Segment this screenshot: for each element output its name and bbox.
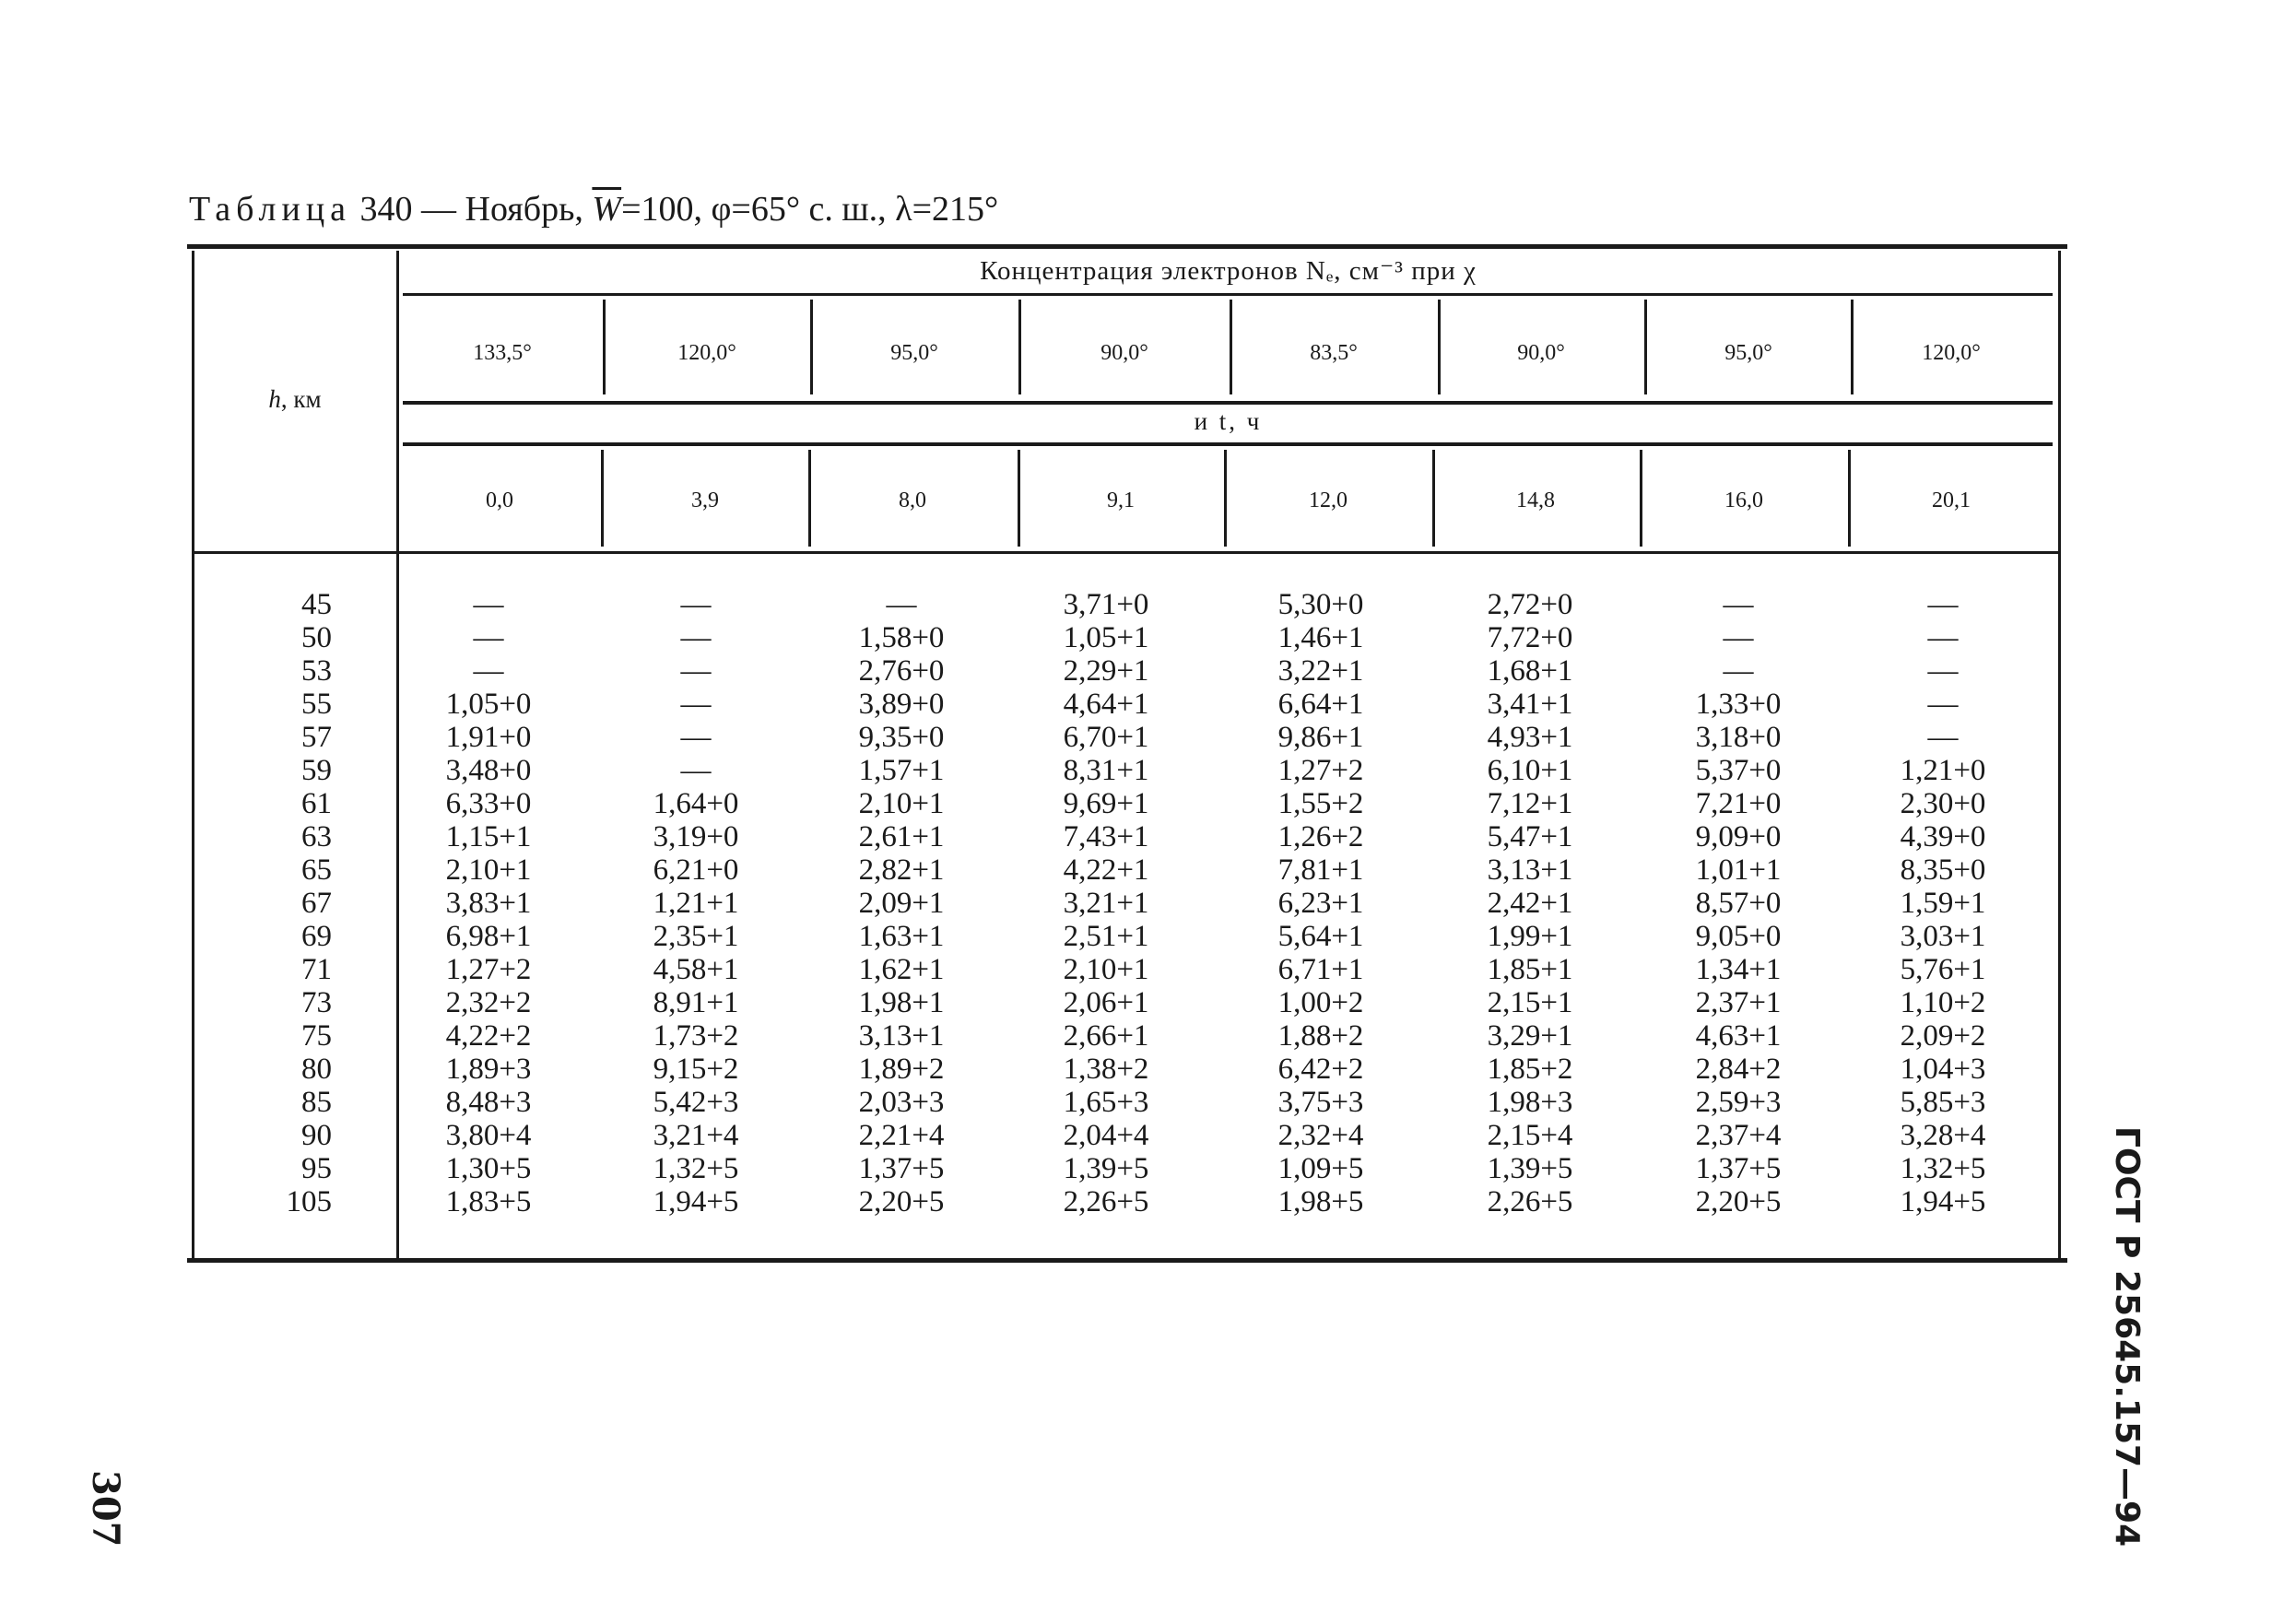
table-cell: 2,42+1: [1487, 887, 1573, 920]
table-cell: 2,09+1: [858, 887, 945, 920]
table-cell: 8,35+0: [1900, 853, 1986, 887]
table-cell: 1,58+0: [858, 621, 945, 654]
table-left-border: [192, 251, 194, 1258]
table-cell: —: [680, 754, 712, 787]
table-cell: 1,39+5: [1487, 1152, 1573, 1185]
table-cell: 1,98+1: [858, 986, 945, 1019]
height-value: 73: [301, 986, 332, 1019]
table-cell: 2,03+3: [858, 1086, 945, 1119]
table-cell: 3,80+4: [445, 1119, 532, 1152]
table-cell: —: [680, 654, 712, 688]
table-cell: 3,19+0: [653, 820, 739, 853]
table-top-rule: [187, 244, 2067, 249]
table-cell: 3,83+1: [445, 887, 532, 920]
chi-value: 133,5°: [473, 341, 532, 365]
table-cell: 1,04+3: [1900, 1053, 1986, 1086]
height-value: 65: [301, 853, 332, 887]
table-cell: —: [1927, 721, 1959, 754]
data-column: [1438, 588, 1622, 1218]
chi-value: 83,5°: [1310, 341, 1358, 365]
table-cell: —: [1927, 688, 1959, 721]
table-cell: 2,76+0: [858, 654, 945, 688]
table-cell: 1,05+1: [1063, 621, 1149, 654]
table-cell: 1,15+1: [445, 820, 532, 853]
table-cell: —: [1927, 621, 1959, 654]
table-cell: 2,06+1: [1063, 986, 1149, 1019]
table-cell: 3,03+1: [1900, 920, 1986, 953]
height-value: 95: [301, 1152, 332, 1185]
table-cell: 8,57+0: [1695, 887, 1782, 920]
concentration-header: Концентрация электронов Nₑ, см⁻³ при χ: [980, 256, 1477, 286]
height-value: 71: [301, 953, 332, 986]
table-cell: 6,98+1: [445, 920, 532, 953]
table-cell: 6,10+1: [1487, 754, 1573, 787]
table-cell: 1,09+5: [1277, 1152, 1364, 1185]
chi-value: 90,0°: [1100, 341, 1148, 365]
chi-value: 90,0°: [1517, 341, 1565, 365]
table-cell: 2,30+0: [1900, 787, 1986, 820]
table-cell: 5,42+3: [653, 1086, 739, 1119]
table-cell: —: [680, 588, 712, 621]
table-cell: —: [1927, 588, 1959, 621]
caption-w-symbol: $\overline{W}$: [592, 190, 622, 229]
table-cell: 1,57+1: [858, 754, 945, 787]
data-column: [809, 588, 994, 1218]
chi-value: 120,0°: [1922, 341, 1981, 365]
table-cell: 3,13+1: [1487, 853, 1573, 887]
height-value: 50: [301, 621, 332, 654]
h-symbol: h: [268, 385, 281, 413]
table-cell: 5,85+3: [1900, 1086, 1986, 1119]
table-cell: 7,81+1: [1277, 853, 1364, 887]
table-cell: 1,63+1: [858, 920, 945, 953]
table-cell: —: [473, 654, 504, 688]
height-value: 75: [301, 1019, 332, 1053]
table-cell: 7,72+0: [1487, 621, 1573, 654]
table-cell: 1,85+1: [1487, 953, 1573, 986]
table-cell: 1,88+2: [1277, 1019, 1364, 1053]
table-cell: 1,91+0: [445, 721, 532, 754]
table-cell: 7,21+0: [1695, 787, 1782, 820]
chi-value: 95,0°: [890, 341, 938, 365]
table-cell: 7,43+1: [1063, 820, 1149, 853]
data-column: [1851, 588, 2035, 1218]
data-column: [1229, 588, 1413, 1218]
height-value: 80: [301, 1053, 332, 1086]
table-cell: 8,31+1: [1063, 754, 1149, 787]
table-cell: —: [886, 588, 917, 621]
table-cell: 6,64+1: [1277, 688, 1364, 721]
table-cell: 1,38+2: [1063, 1053, 1149, 1086]
height-value: 105: [286, 1185, 332, 1218]
table-cell: 2,10+1: [1063, 953, 1149, 986]
t-value: 20,1: [1932, 488, 1971, 512]
t-value: 12,0: [1309, 488, 1348, 512]
table-cell: 2,10+1: [445, 853, 532, 887]
table-cell: 2,20+5: [1695, 1185, 1782, 1218]
h-column-header: [198, 385, 392, 414]
table-cell: 3,21+4: [653, 1119, 739, 1152]
table-cell: 1,21+0: [1900, 754, 1986, 787]
table-cell: 5,47+1: [1487, 820, 1573, 853]
table-cell: 1,83+5: [445, 1185, 532, 1218]
table-cell: 2,82+1: [858, 853, 945, 887]
table-cell: 1,98+5: [1277, 1185, 1364, 1218]
height-value: 45: [301, 588, 332, 621]
table-cell: 6,71+1: [1277, 953, 1364, 986]
table-cell: 2,59+3: [1695, 1086, 1782, 1119]
table-cell: 2,37+4: [1695, 1119, 1782, 1152]
height-value: 85: [301, 1086, 332, 1119]
table-cell: 6,42+2: [1277, 1053, 1364, 1086]
table-cell: 2,15+1: [1487, 986, 1573, 1019]
table-cell: 2,10+1: [858, 787, 945, 820]
t-value: 3,9: [691, 488, 719, 512]
table-cell: 4,58+1: [653, 953, 739, 986]
table-cell: —: [1723, 588, 1754, 621]
table-cell: 6,23+1: [1277, 887, 1364, 920]
table-cell: 1,89+3: [445, 1053, 532, 1086]
table-cell: 7,12+1: [1487, 787, 1573, 820]
table-cell: 1,89+2: [858, 1053, 945, 1086]
table-cell: 5,76+1: [1900, 953, 1986, 986]
table-cell: 3,18+0: [1695, 721, 1782, 754]
table-cell: 2,51+1: [1063, 920, 1149, 953]
table-cell: —: [1927, 654, 1959, 688]
table-cell: 2,37+1: [1695, 986, 1782, 1019]
height-value: 57: [301, 721, 332, 754]
table-cell: 9,05+0: [1695, 920, 1782, 953]
table-cell: 1,05+0: [445, 688, 532, 721]
table-cell: 4,22+1: [1063, 853, 1149, 887]
chi-divider: [1018, 300, 1021, 394]
table-cell: 2,26+5: [1487, 1185, 1573, 1218]
header-bottom-rule: [194, 551, 2060, 554]
caption-number: 340: [359, 190, 413, 229]
table-cell: 3,75+3: [1277, 1086, 1364, 1119]
table-cell: 2,09+2: [1900, 1019, 1986, 1053]
table-cell: 3,71+0: [1063, 588, 1149, 621]
height-value: 59: [301, 754, 332, 787]
table-cell: 4,22+2: [445, 1019, 532, 1053]
table-cell: 1,62+1: [858, 953, 945, 986]
table-cell: 9,09+0: [1695, 820, 1782, 853]
header-rule-3: [403, 442, 2053, 446]
table-cell: 1,85+2: [1487, 1053, 1573, 1086]
table-cell: 2,84+2: [1695, 1053, 1782, 1086]
table-cell: 2,29+1: [1063, 654, 1149, 688]
time-header: и t, ч: [1194, 407, 1263, 435]
table-cell: 2,72+0: [1487, 588, 1573, 621]
caption-w-value: =100,: [621, 190, 702, 229]
table-cell: 4,64+1: [1063, 688, 1149, 721]
chi-value: 95,0°: [1724, 341, 1772, 365]
table-cell: —: [1723, 654, 1754, 688]
table-cell: 1,34+1: [1695, 953, 1782, 986]
caption-lambda: λ=215°: [895, 190, 999, 229]
height-value: 90: [301, 1119, 332, 1152]
page-number: 307: [84, 1470, 127, 1548]
caption-lead: Таблица: [189, 190, 352, 229]
table-cell: 1,39+5: [1063, 1152, 1149, 1185]
table-cell: 2,32+2: [445, 986, 532, 1019]
table-cell: 2,04+4: [1063, 1119, 1149, 1152]
table-cell: 2,20+5: [858, 1185, 945, 1218]
table-cell: 5,64+1: [1277, 920, 1364, 953]
table-cell: 1,98+3: [1487, 1086, 1573, 1119]
table-cell: 3,89+0: [858, 688, 945, 721]
t-value: 8,0: [899, 488, 926, 512]
table-cell: 1,30+5: [445, 1152, 532, 1185]
table-cell: 9,69+1: [1063, 787, 1149, 820]
data-column: [1646, 588, 1830, 1218]
header-rule-1: [403, 293, 2053, 296]
data-column: [604, 588, 788, 1218]
data-column: [396, 588, 581, 1218]
t-value: 14,8: [1516, 488, 1555, 512]
table-cell: —: [680, 721, 712, 754]
table-cell: 1,94+5: [1900, 1185, 1986, 1218]
table-bottom-rule: [187, 1258, 2067, 1263]
table-cell: 3,28+4: [1900, 1119, 1986, 1152]
standard-code: ГОСТ Р 25645.157—94: [2108, 1126, 2146, 1548]
table-cell: 8,91+1: [653, 986, 739, 1019]
table-cell: 3,22+1: [1277, 654, 1364, 688]
table-cell: 1,32+5: [653, 1152, 739, 1185]
table-cell: 1,64+0: [653, 787, 739, 820]
table-cell: 2,61+1: [858, 820, 945, 853]
table-cell: 8,48+3: [445, 1086, 532, 1119]
table-cell: 1,99+1: [1487, 920, 1573, 953]
chi-value: 120,0°: [677, 341, 736, 365]
table-cell: 3,21+1: [1063, 887, 1149, 920]
data-column: [1014, 588, 1198, 1218]
table-cell: 6,70+1: [1063, 721, 1149, 754]
t-value: 16,0: [1724, 488, 1763, 512]
table-cell: 1,59+1: [1900, 887, 1986, 920]
table-cell: 4,63+1: [1695, 1019, 1782, 1053]
table-cell: 1,10+2: [1900, 986, 1986, 1019]
table-cell: 1,32+5: [1900, 1152, 1986, 1185]
table-cell: 3,13+1: [858, 1019, 945, 1053]
table-cell: 2,21+4: [858, 1119, 945, 1152]
table-cell: 2,26+5: [1063, 1185, 1149, 1218]
header-rule-2: [403, 401, 2053, 405]
table-cell: 1,37+5: [858, 1152, 945, 1185]
table-cell: 1,26+2: [1277, 820, 1364, 853]
table-cell: —: [473, 588, 504, 621]
table-cell: 1,33+0: [1695, 688, 1782, 721]
table-cell: 1,00+2: [1277, 986, 1364, 1019]
table-caption: [189, 189, 998, 229]
height-value: 55: [301, 688, 332, 721]
table-cell: 1,27+2: [1277, 754, 1364, 787]
table-cell: 1,27+2: [445, 953, 532, 986]
table-cell: 5,37+0: [1695, 754, 1782, 787]
table-cell: —: [473, 621, 504, 654]
table-cell: 2,66+1: [1063, 1019, 1149, 1053]
table-cell: 3,41+1: [1487, 688, 1573, 721]
caption-phi: φ=65° с. ш.,: [711, 190, 887, 229]
table-cell: 1,94+5: [653, 1185, 739, 1218]
table-cell: 3,48+0: [445, 754, 532, 787]
table-cell: 6,33+0: [445, 787, 532, 820]
table-cell: —: [680, 621, 712, 654]
table-right-border: [2058, 251, 2061, 1258]
table-cell: 9,15+2: [653, 1053, 739, 1086]
table-cell: 9,86+1: [1277, 721, 1364, 754]
table-cell: 1,55+2: [1277, 787, 1364, 820]
table-cell: 1,68+1: [1487, 654, 1573, 688]
table-cell: 5,30+0: [1277, 588, 1364, 621]
t-value: 0,0: [486, 488, 513, 512]
table-cell: 1,01+1: [1695, 853, 1782, 887]
height-value: 53: [301, 654, 332, 688]
table-cell: 1,65+3: [1063, 1086, 1149, 1119]
table-cell: 2,32+4: [1277, 1119, 1364, 1152]
height-value: 61: [301, 787, 332, 820]
table-cell: —: [1723, 621, 1754, 654]
table-cell: 6,21+0: [653, 853, 739, 887]
height-value: 69: [301, 920, 332, 953]
table-cell: 2,15+4: [1487, 1119, 1573, 1152]
table-cell: 4,93+1: [1487, 721, 1573, 754]
table-cell: 2,35+1: [653, 920, 739, 953]
t-value: 9,1: [1107, 488, 1135, 512]
h-unit: , км: [280, 385, 322, 413]
table-cell: 9,35+0: [858, 721, 945, 754]
table-cell: 1,73+2: [653, 1019, 739, 1053]
table-cell: 1,46+1: [1277, 621, 1364, 654]
h-values-column: [203, 588, 387, 1218]
height-value: 67: [301, 887, 332, 920]
table-cell: —: [680, 688, 712, 721]
table-cell: 3,29+1: [1487, 1019, 1573, 1053]
table-cell: 1,37+5: [1695, 1152, 1782, 1185]
table-cell: 4,39+0: [1900, 820, 1986, 853]
table-cell: 1,21+1: [653, 887, 739, 920]
caption-month: — Ноябрь,: [421, 190, 583, 229]
height-value: 63: [301, 820, 332, 853]
